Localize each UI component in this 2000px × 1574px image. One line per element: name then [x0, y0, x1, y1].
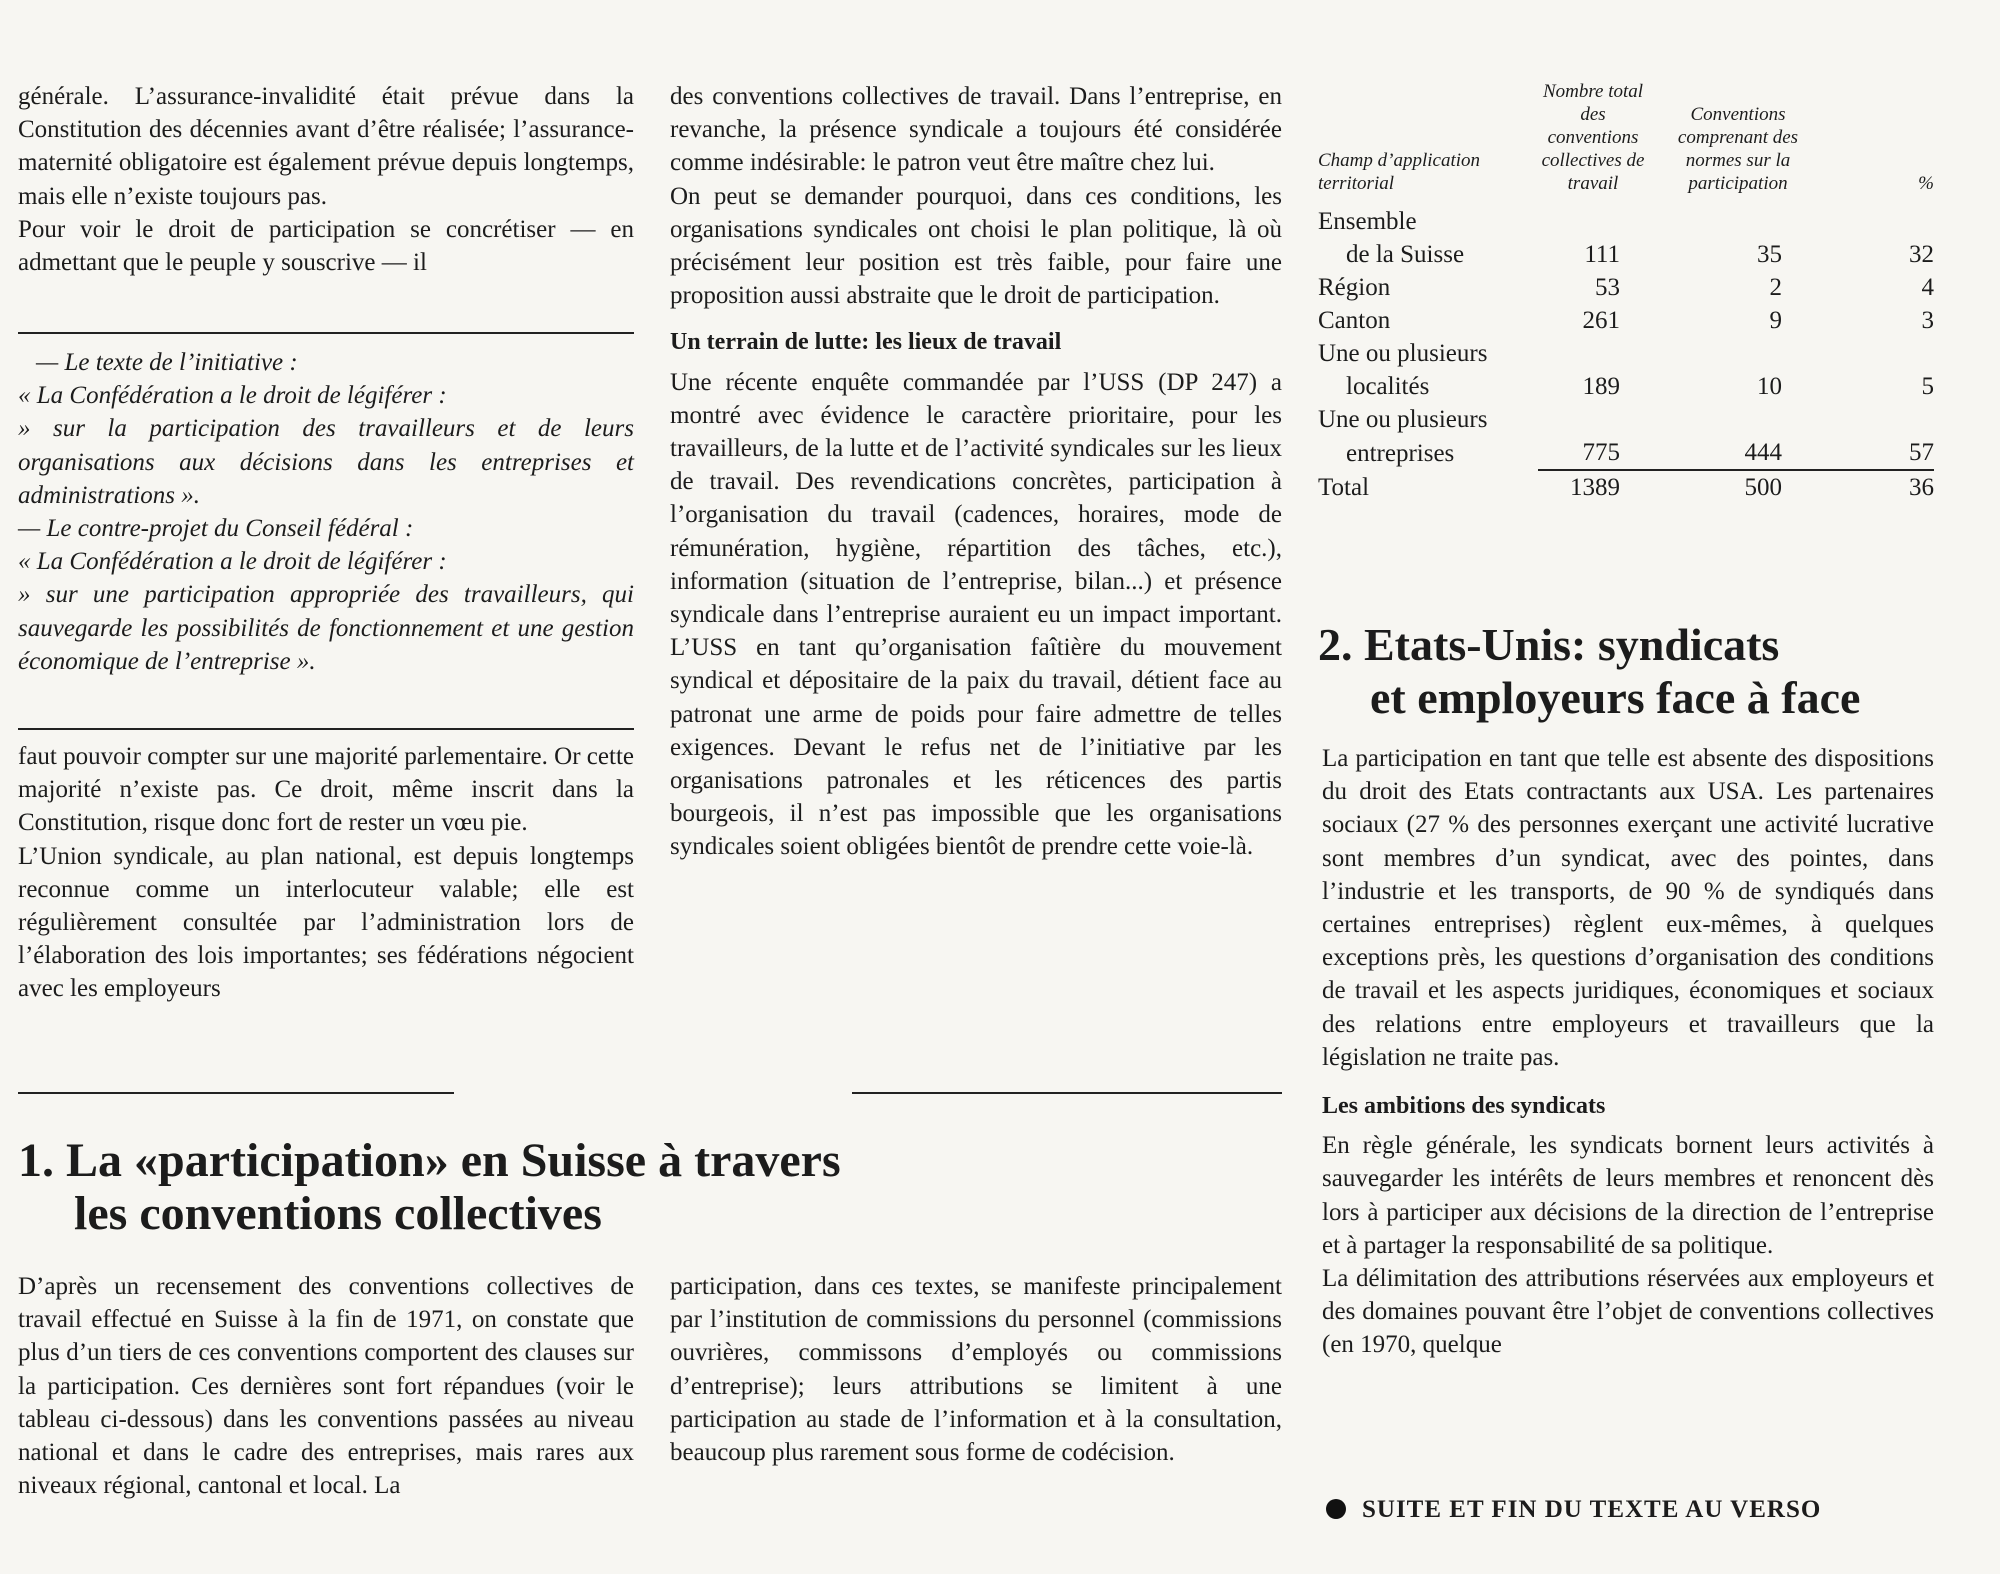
bullet-icon	[1326, 1499, 1346, 1519]
cell-pct: 32	[1909, 241, 1934, 268]
cell-total: 189	[1582, 373, 1620, 400]
cell-total	[1538, 403, 1648, 436]
table-row	[1318, 238, 1934, 271]
initiative-box	[18, 346, 634, 678]
divider	[18, 728, 634, 730]
cell-total: 53	[1595, 274, 1620, 301]
cell-normes: 10	[1757, 373, 1782, 400]
counterproject-line: « La Confédération a le droit de légiférer :	[18, 548, 447, 576]
conventions-table-wrap	[1318, 80, 1934, 504]
initiative-line: « La Confédération a le droit de légiférer :	[18, 382, 447, 410]
cell-total	[1538, 205, 1648, 238]
title-line: La «participation» en Suisse à travers	[66, 1134, 841, 1187]
table-row	[1318, 370, 1934, 403]
cell-total: 261	[1582, 307, 1620, 334]
cell-pct	[1828, 337, 1934, 370]
table-total-row	[1318, 470, 1934, 504]
section2-text	[1322, 742, 1934, 1362]
table-row	[1318, 205, 1934, 238]
title-line: et employeurs face à face	[1370, 672, 1861, 723]
section1-text-right	[670, 1270, 1282, 1469]
initiative-line: » sur la participation des travailleurs et de leurs organisations aux décisions dans les entreprises et administrations ».	[18, 415, 634, 509]
continued-label: SUITE ET FIN DU TEXTE AU VERSO	[1362, 1496, 1822, 1523]
paragraph: des conventions collectives de travail. Dans l’entreprise, en revanche, la présence syndicale a toujours été considérée comme indésirable: le patron veut être maître chez lui.	[670, 83, 1282, 177]
paragraph: En règle générale, les syndicats bornent leurs activités à sauvegarder les intérêts de leurs membres et renoncent dès lors à participer aux décisions de la direction de l’entreprise et à partager la responsabilité de sa politique.	[1322, 1132, 1934, 1259]
paragraph: Pour voir le droit de participation se concrétiser — en admettant que le peuple y souscrive — il	[18, 215, 634, 277]
initiative-line: — Le texte de l’initiative :	[36, 349, 298, 376]
header-total: Nombre total des conventions collectives de travail	[1541, 81, 1645, 194]
section-number: 1.	[18, 1134, 54, 1187]
table-row	[1318, 436, 1934, 470]
cell-pct: 5	[1921, 373, 1934, 400]
col1-top-text	[18, 80, 634, 279]
table-header-row	[1318, 80, 1934, 205]
title-line: Etats-Unis: syndicats	[1364, 619, 1780, 670]
cell-pct: 4	[1921, 274, 1934, 301]
cell-normes: 9	[1769, 307, 1782, 334]
title-line: les conventions collectives	[74, 1187, 602, 1240]
paragraph: La participation en tant que telle est absente des dispositions du droit des Etats contractants aux USA. Les partenaires sociaux (27 % des personnes exerçant une activité lucrative sont membres d’un syndicat, avec des pointes, dans l’industrie et les transports, de 90 % de syndiqués dans certaines entreprises) règlent eux-mêmes, à quelques exceptions près, les questions d’organisation des conditions de travail et les aspects juridiques, économiques et sociaux des relations entre employeurs et travailleurs que la législation ne traite pas.	[1322, 745, 1934, 1071]
row-label: Une ou plusieurs	[1318, 340, 1488, 367]
paragraph: faut pouvoir compter sur une majorité parlementaire. Or cette majorité n’existe pas. Ce droit, même inscrit dans la Constitution, risque donc fort de rester un vœu pie.	[18, 743, 634, 837]
counterproject-line: — Le contre-projet du Conseil fédéral :	[18, 515, 414, 543]
cell-total: 1389	[1538, 470, 1648, 504]
cell-total: 111	[1584, 241, 1620, 268]
row-label: Canton	[1318, 307, 1391, 334]
section-number: 2.	[1318, 619, 1353, 670]
row-label: de la Suisse	[1346, 241, 1465, 268]
table-row	[1318, 271, 1934, 304]
row-label: entreprises	[1346, 440, 1455, 467]
row-label: Total	[1318, 474, 1370, 501]
paragraph: Une récente enquête commandée par l’USS (DP 247) a montré avec évidence le caractère prioritaire, pour les travailleurs, de la lutte et de l’activité syndicales sur les lieux de travail. Des revendications concrètes, participation à l’organisation du travail (cadences, horaires, mode de rémunération, hygiène, répartition des tâches, etc.), information (situation de l’entreprise, bilan...) et présence syndicale dans l’entreprise auraient eu un impact important. L’USS en tant qu’organisation faîtière du mouvement syndical et dépositaire de la paix du travail, détient face au patronat une arme de poids pour faire admettre de telles exigences. Devant le refus net de l’initiative par les organisations patronales et les réticences des partis bourgeois, il n’est pas impossible que les organisations syndicales soient obligées bientôt de prendre cette voie-là.	[670, 368, 1282, 861]
paragraph: D’après un recensement des conventions collectives de travail effectué en Suisse à la fin de 1971, on constate que plus d’un tiers de ces conventions comportent des clauses sur la participation. Ces dernières sont fort répandues (voir le tableau ci-dessous) dans les conventions passées au niveau national et dans le cadre des entreprises, mais rares aux niveaux régional, cantonal et local. La	[18, 1273, 634, 1500]
paragraph: On peut se demander pourquoi, dans ces conditions, les organisations syndicales ont choisi le plan politique, là où précisément leur position est très faible, pour faire une proposition aussi abstraite que le droit de participation.	[670, 182, 1282, 310]
row-label: Une ou plusieurs	[1318, 406, 1488, 433]
cell-normes	[1648, 205, 1828, 238]
cell-pct	[1828, 403, 1934, 436]
row-label: Région	[1318, 274, 1391, 301]
paragraph: générale. L’assurance-invalidité était prévue dans la Constitution des décennies avant d’être réalisée; l’assurance-maternité obligatoire est également prévue depuis longtemps, mais elle n’existe toujours pas.	[18, 83, 634, 210]
cell-pct: 3	[1921, 307, 1934, 334]
table-row	[1318, 337, 1934, 370]
cell-normes: 2	[1769, 274, 1782, 301]
paragraph: participation, dans ces textes, se manifeste principalement par l’institution de commissions du personnel (commissions ouvrières, commissons d’employés ou commissions d’entreprise); leurs attributions se limitent à une participation au stade de l’information et à la consultation, beaucoup plus rarement sous forme de codécision.	[670, 1273, 1282, 1467]
header-pct: %	[1918, 173, 1934, 194]
paragraph: La délimitation des attributions réservées aux employeurs et des domaines pouvant être l’objet de conventions collectives (en 1970, quelque	[1322, 1265, 1934, 1359]
divider	[18, 1092, 454, 1094]
section1-title	[18, 1134, 1018, 1240]
divider	[18, 332, 634, 334]
divider	[852, 1092, 1282, 1094]
table-row	[1318, 304, 1934, 337]
col1-bottom-text	[18, 740, 634, 1006]
header-champ: Champ d’application territorial	[1318, 150, 1481, 194]
cell-pct: 57	[1909, 439, 1934, 466]
row-label: Ensemble	[1318, 208, 1417, 235]
cell-pct: 36	[1828, 470, 1934, 504]
subheading: Un terrain de lutte: les lieux de travail	[670, 329, 1062, 356]
cell-normes: 500	[1648, 470, 1828, 504]
continued-note	[1326, 1496, 1946, 1524]
cell-normes: 444	[1744, 439, 1782, 466]
cell-total	[1538, 337, 1648, 370]
section1-text-left	[18, 1270, 634, 1502]
counterproject-line: » sur une participation appropriée des travailleurs, qui sauvegarde les possibilités de fonctionnement et une gestion économique de l’entreprise ».	[18, 581, 634, 675]
cell-total: 775	[1582, 439, 1620, 466]
paragraph: L’Union syndicale, au plan national, est depuis longtemps reconnue comme un interlocuteur valable; elle est régulièrement consultée par l’administration lors de l’élaboration des lois importantes; ses fédérations négocient avec les employeurs	[18, 842, 634, 1003]
cell-normes	[1648, 403, 1828, 436]
row-label: localités	[1346, 373, 1430, 400]
table-row	[1318, 403, 1934, 436]
cell-normes: 35	[1757, 241, 1782, 268]
section2-title	[1318, 618, 1958, 724]
cell-pct	[1828, 205, 1934, 238]
header-normes: Conventions comprenant des normes sur la participation	[1677, 104, 1799, 194]
conventions-table	[1318, 80, 1934, 504]
col2-top-text	[670, 80, 1282, 864]
cell-normes	[1648, 337, 1828, 370]
subheading: Les ambitions des syndicats	[1322, 1093, 1606, 1120]
